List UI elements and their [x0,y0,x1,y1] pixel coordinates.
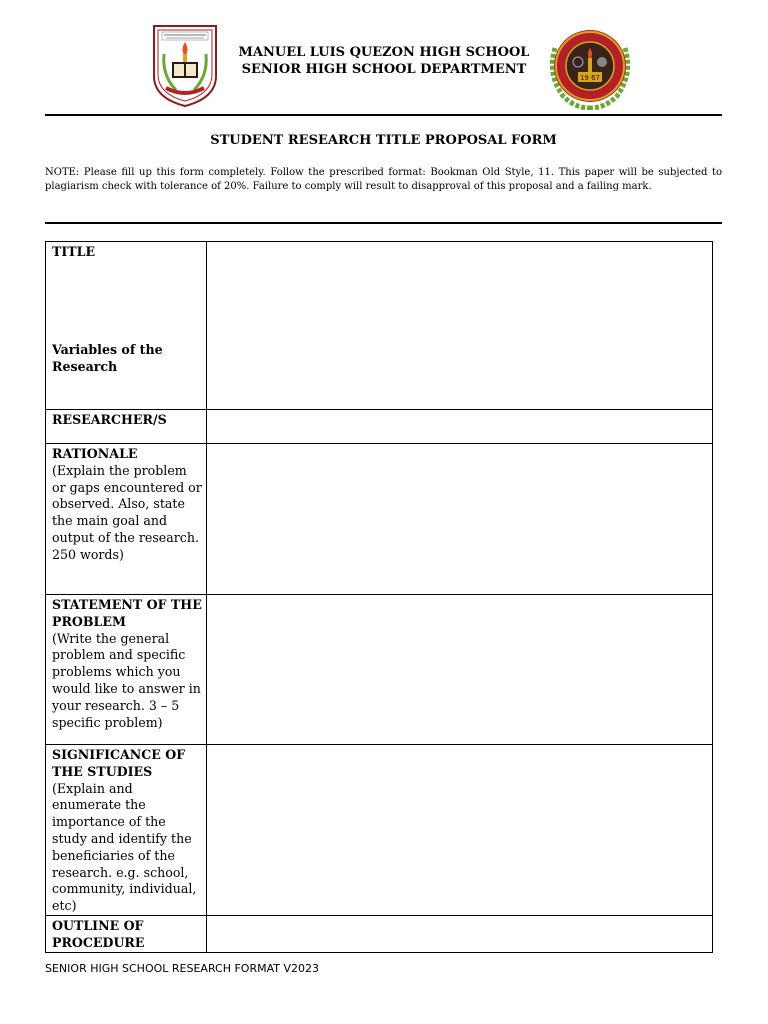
researchers-label-cell [46,410,207,444]
problem-input-cell[interactable] [207,595,713,745]
significance-label-cell [46,745,207,916]
significance-description: (Explain and enumerate the importance of the study and identify the beneficiaries of the research. e.g. school, community, individual, etc) [52,780,197,914]
procedure-row [46,915,713,952]
rationale-input-cell[interactable] [207,444,713,595]
title-label: TITLE [52,244,96,259]
procedure-label: OUTLINE OF PROCEDURE [52,917,145,950]
problem-label: STATEMENT OF THE PROBLEM [52,597,202,629]
department-name: SENIOR HIGH SCHOOL DEPARTMENT [241,62,527,77]
significance-label: SIGNIFICANCE OF THE STUDIES [52,747,186,779]
title-label-cell [46,242,207,410]
svg-text:19 67: 19 67 [579,74,601,82]
problem-description: (Write the general problem and specific problems which you would like to answer in your research. 3 – 5 specific problem) [52,630,201,730]
title-row [46,242,713,410]
rationale-label: RATIONALE [52,446,138,461]
significance-row [46,745,713,916]
form-note: NOTE: Please fill up this form completely. Follow the prescribed format: Bookman Old Style, 11. This paper will be subjected to plagiarism check with tolerance of 20%. Failure to comply will result to disapproval of this proposal and a failing mark. [45,167,722,192]
title-input-cell[interactable] [207,242,713,410]
form-title: STUDENT RESEARCH TITLE PROPOSAL FORM [210,133,557,148]
researchers-label: RESEARCHER/S [52,412,167,427]
school-heading [225,44,543,78]
significance-input-cell[interactable] [207,745,713,916]
footer-text: SENIOR HIGH SCHOOL RESEARCH FORMAT V2023 [45,962,320,975]
problem-label-cell [46,595,207,745]
note-rule [45,222,722,224]
school-name: MANUEL LUIS QUEZON HIGH SCHOOL [238,45,530,60]
problem-row [46,595,713,745]
procedure-label-cell [46,915,207,952]
header-rule [45,114,722,116]
rationale-row [46,444,713,595]
variables-label: Variables of the Research [52,342,163,374]
procedure-input-cell[interactable] [207,915,713,952]
researchers-input-cell[interactable] [207,410,713,444]
researchers-row [46,410,713,444]
school-seal-icon [150,24,220,108]
school-emblem-icon [545,24,635,110]
proposal-form-table [45,241,713,953]
rationale-description: (Explain the problem or gaps encountered or observed. Also, state the main goal and output of the research. 250 words) [52,462,202,562]
rationale-label-cell [46,444,207,595]
